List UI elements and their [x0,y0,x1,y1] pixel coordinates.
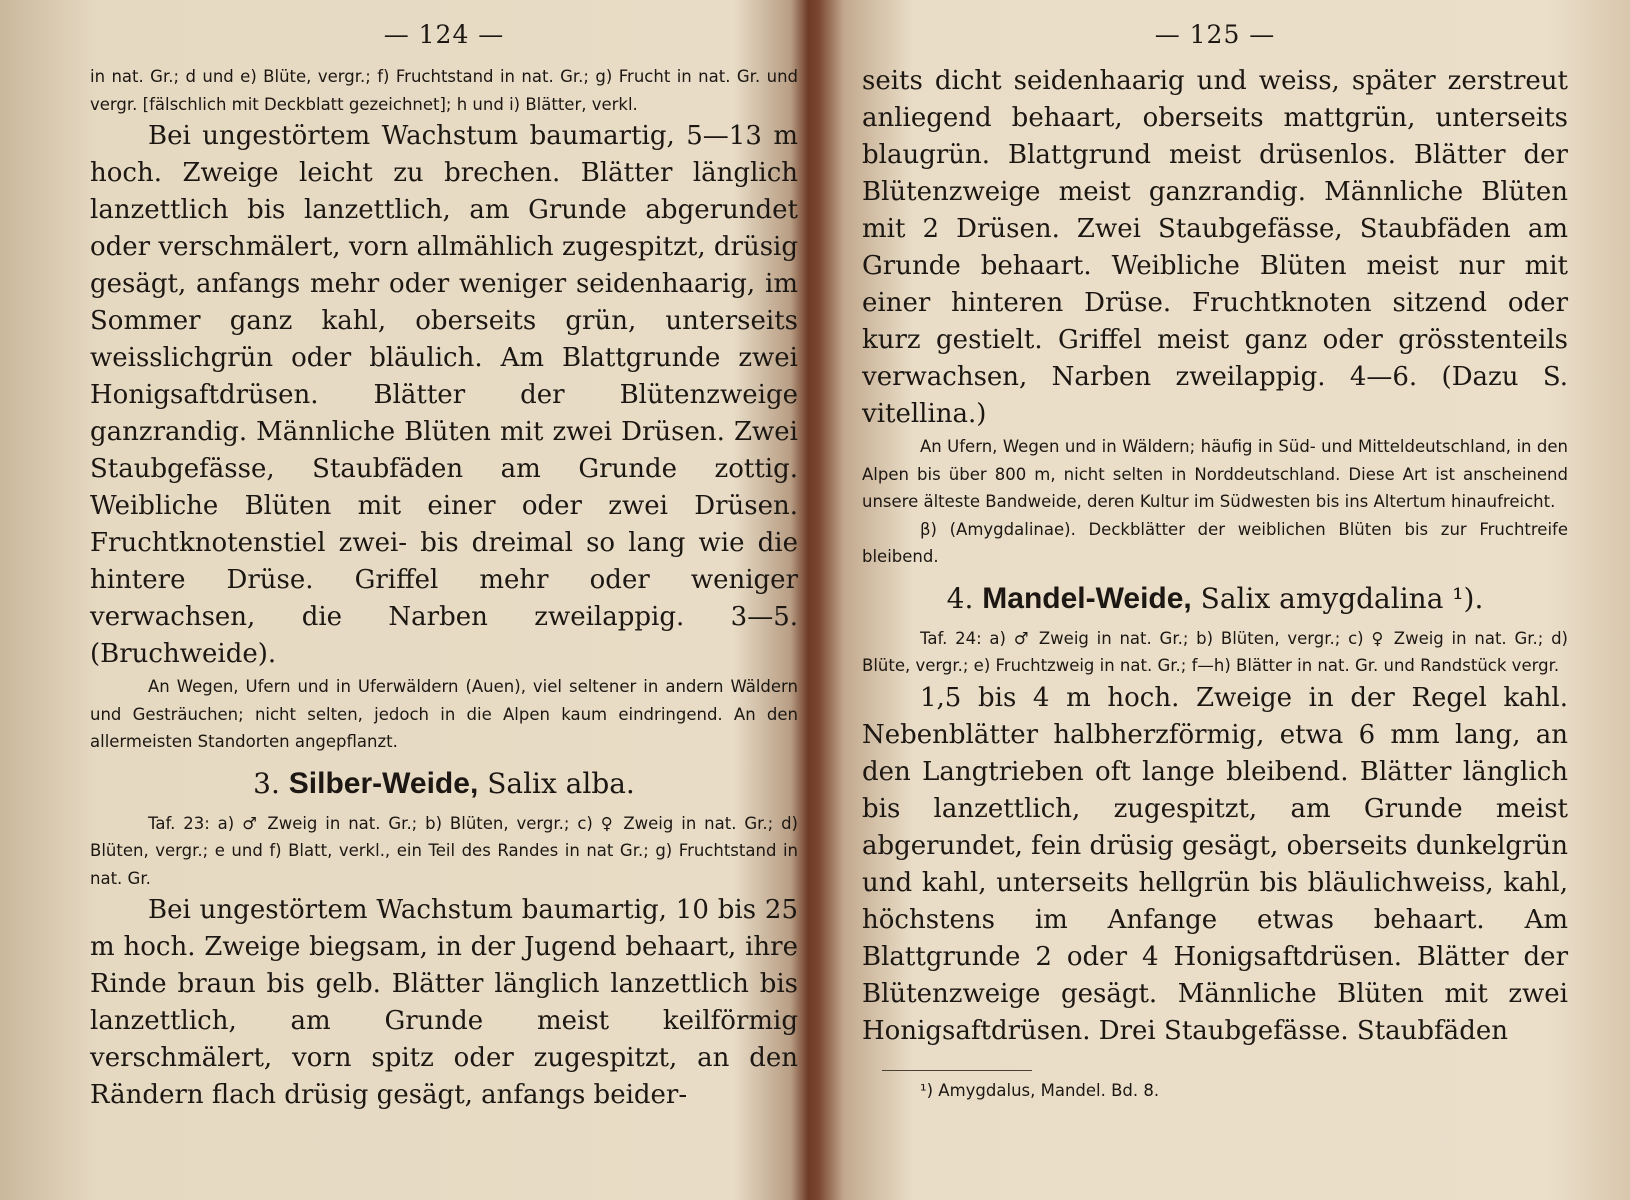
species-latin-name: Salix amygdalina ¹). [1200,581,1484,615]
subgroup-note: β) (Amygdalinae). Deckblätter der weiblichen Blüten bis zur Fruchtreife bleibend. [862,519,1568,566]
footnote: ¹) Amygdalus, Mandel. Bd. 8. [920,1080,1160,1100]
species-description: Bei ungestörtem Wachstum baumartig, 10 bis 25 m hoch. Zweige biegsam, in der Jugend behaart, ihre Rinde braun bis gelb. Blätter länglich lanzettlich bis lanzettlich, am Grunde meist keilförmig verschmälert, vorn spitz oder zugespitzt, an den Rändern flach drüsig gesägt, anfangs beider- [90,895,798,1110]
species-description: Bei ungestörtem Wachstum baumartig, 5—13 m hoch. Zweige leicht zu brechen. Blätter länglich lanzettlich bis lanzettlich, am Grunde abgerundet oder verschmälert, vorn allmählich zugespitzt, drüsig gesägt, anfangs mehr oder weniger seidenhaarig, im Sommer ganz kahl, oberseits grün, unterseits weisslichgrün oder bläulich. Am Blattgrunde zwei Honigsaftdrüsen. Blätter der Blütenzweige ganzrandig. Männliche Blüten mit zwei Drüsen. Zwei Staubgefässe, Staubfäden am Grunde zottig. Weibliche Blüten mit einer oder zwei Drüsen. Fruchtknotenstiel zwei- bis dreimal so lang wie die hintere Drüse. Griffel mehr oder weniger verwachsen, die Narben zweilappig. 3—5. (Bruchweide). [90,121,798,669]
left-page [90,0,798,1200]
page-number: — 124 — [383,20,505,49]
habitat-note: An Wegen, Ufern und in Uferwäldern (Auen), viel seltener in andern Wäldern und Gesträuchen; nicht selten, jedoch in die Alpen kaum eindringend. An den allermeisten Standorten angepflanzt. [90,677,798,751]
section-heading [862,577,1568,621]
section-heading [90,762,798,806]
page-number: — 125 — [1154,20,1276,49]
species-description: 1,5 bis 4 m hoch. Zweige in der Regel kahl. Nebenblätter halbherzförmig, etwa 6 mm lang, an den Langtrieben oft lange bleibend. Blätter länglich bis lanzettlich, zugespitzt, am Grunde meist abgerundet, fein drüsig gesägt, oberseits dunkelgrün und kahl, unterseits hellgrün bis bläulichweiss, kahl, höchstens im Anfange etwas behaart. Am Blattgrunde 2 oder 4 Honigsaftdrüsen. Blätter der Blütenzweige gesägt. Männliche Blüten mit zwei Honigsaftdrüsen. Drei Staubgefässe. Staubfäden [862,682,1568,1046]
species-description-continued: seits dicht seidenhaarig und weiss, später zerstreut anliegend behaart, oberseits mattgrün, unterseits blaugrün. Blattgrund meist drüsenlos. Blätter der Blütenzweige meist ganzrandig. Männliche Blüten mit 2 Drüsen. Zwei Staubgefässe, Staubfäden am Grunde behaart. Weibliche Blüten meist nur mit einer hinteren Drüse. Fruchtknoten sitzend oder kurz gestielt. Griffel meist ganz oder grösstenteils verwachsen, Narben zweilappig. 4—6. (Dazu S. vitellina.) [862,66,1568,429]
species-latin-name: Salix alba. [487,766,635,800]
figure-caption: in nat. Gr.; d und e) Blüte, vergr.; f) Fruchtstand in nat. Gr.; g) Frucht in nat. Gr. und vergr. [fälschlich mit Deckblatt gezeichnet]; h und i) Blätter, verkl. [90,67,798,114]
section-number: 4. [946,581,974,615]
footnote-rule [882,1070,1032,1071]
section-number: 3. [253,766,280,800]
species-common-name: Mandel-Weide, [982,581,1192,615]
plate-caption: Taf. 24: a) ♂ Zweig in nat. Gr.; b) Blüten, vergr.; c) ♀ Zweig in nat. Gr.; d) Blüte, vergr.; e) Fruchtzweig in nat. Gr.; f—h) Blätter in nat. Gr. und Randstück vergr. [862,628,1568,675]
plate-caption: Taf. 23: a) ♂ Zweig in nat. Gr.; b) Blüten, vergr.; c) ♀ Zweig in nat. Gr.; d) Blüten, vergr.; e und f) Blatt, verkl., ein Teil des Randes in nat Gr.; g) Fruchtstand in nat. Gr. [90,813,798,888]
habitat-note: An Ufern, Wegen und in Wäldern; häufig in Süd- und Mitteldeutschland, in den Alpen bis über 800 m, nicht selten in Norddeutschland. Diese Art ist anscheinend unsere älteste Bandweide, deren Kultur im Südwesten bis ins Altertum hinaufreicht. [862,437,1568,511]
species-common-name: Silber-Weide, [288,766,479,800]
right-page [862,0,1568,1200]
